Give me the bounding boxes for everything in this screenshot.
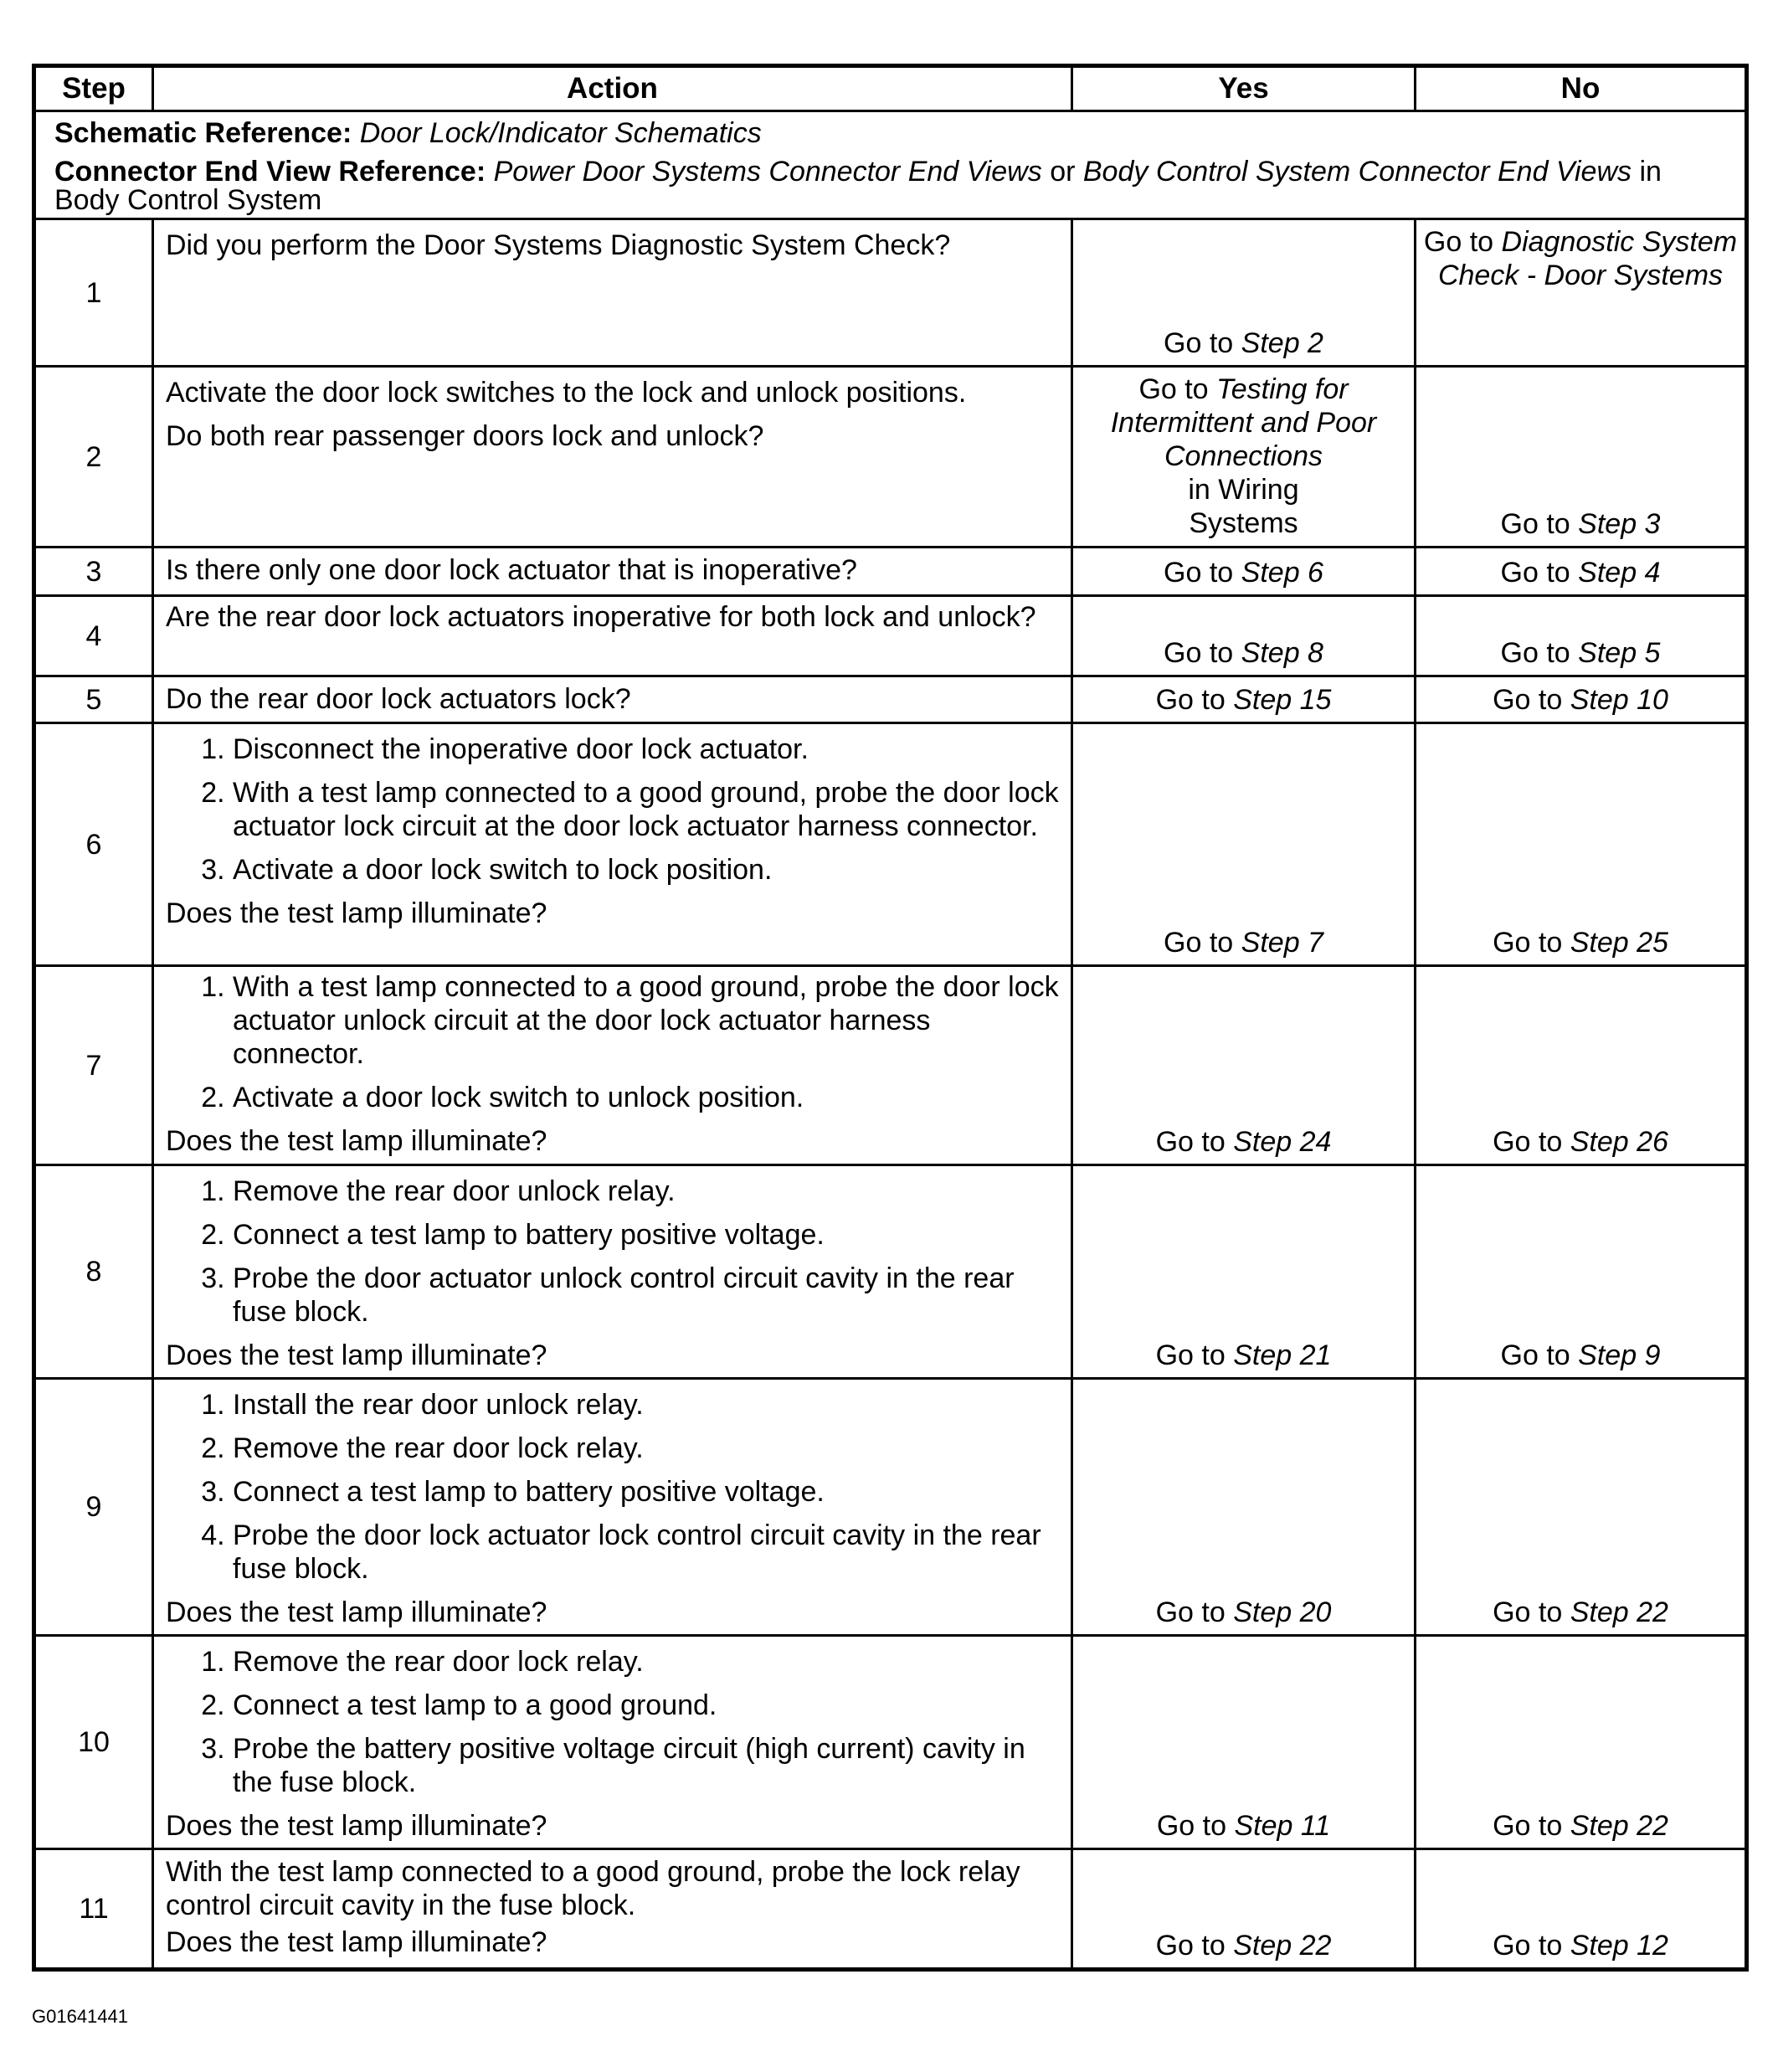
goto-text: Go to	[1156, 1810, 1227, 1842]
header-step: Step	[34, 66, 153, 111]
yes-suffix: in Wiring	[1188, 474, 1299, 506]
yes-cell	[1072, 966, 1416, 1165]
goto-text: Go to	[1493, 1930, 1563, 1961]
header-no: No	[1416, 66, 1747, 111]
yes-link[interactable]: Testing for Intermittent and Poor Connections	[1110, 373, 1377, 472]
header-action: Action	[153, 66, 1072, 111]
yes-link[interactable]: Step 6	[1241, 557, 1323, 589]
step-number: 4	[34, 596, 153, 676]
diagnostic-table	[32, 64, 1749, 1972]
goto-text: Go to	[1155, 1339, 1226, 1371]
goto-text: Go to	[1164, 927, 1234, 959]
yes-cell	[1072, 367, 1416, 548]
no-cell	[1416, 1849, 1747, 1970]
no-link[interactable]: Step 5	[1578, 637, 1661, 669]
no-link[interactable]: Step 3	[1578, 508, 1661, 540]
connector-reference-in: in Body Control System	[54, 156, 1662, 216]
yes-cell	[1072, 1636, 1416, 1849]
yes-link[interactable]: Step 22	[1233, 1930, 1332, 1961]
action-question: Does the test lamp illuminate?	[166, 1596, 547, 1628]
step-action	[153, 1379, 1072, 1636]
table-row	[34, 596, 1747, 676]
connector-reference-value-1: Power Door Systems Connector End Views	[493, 156, 1042, 188]
action-question: Does the test lamp illuminate?	[166, 1339, 547, 1371]
no-link[interactable]: Step 26	[1570, 1126, 1668, 1158]
yes-link[interactable]: Step 2	[1241, 327, 1323, 359]
list-item: 1. Remove the rear door lock relay.	[233, 1645, 1059, 1679]
step-action	[153, 1165, 1072, 1379]
goto-text: Go to	[1500, 508, 1570, 540]
no-cell	[1416, 966, 1747, 1165]
no-cell	[1416, 219, 1747, 367]
no-link[interactable]: Step 9	[1578, 1339, 1661, 1371]
action-question: Does the test lamp illuminate?	[166, 1926, 547, 1958]
yes-link[interactable]: Step 21	[1233, 1339, 1332, 1371]
schematic-reference	[54, 119, 1726, 147]
goto-text: Go to	[1155, 1126, 1226, 1158]
goto-text: Go to	[1500, 637, 1570, 669]
list-item: 3. Probe the door actuator unlock control circuit cavity in the rear fuse block.	[233, 1262, 1059, 1329]
no-link[interactable]: Step 22	[1570, 1810, 1668, 1842]
goto-text: Go to	[1164, 327, 1234, 359]
action-question: Do both rear passenger doors lock and unlock?	[166, 420, 764, 452]
list-item: 1. Install the rear door unlock relay.	[233, 1388, 1059, 1422]
list-item: 3. Connect a test lamp to battery positive voltage.	[233, 1475, 1059, 1509]
step-action	[153, 966, 1072, 1165]
list-item: 2. With a test lamp connected to a good ground, probe the door lock actuator lock circuit at the door lock actuator harness connector.	[233, 776, 1059, 843]
list-item: 2. Connect a test lamp to battery positive voltage.	[233, 1218, 1059, 1252]
diagnostic-table-container	[32, 64, 1745, 1972]
step-number: 5	[34, 676, 153, 723]
goto-text: Go to	[1155, 684, 1226, 716]
no-cell	[1416, 596, 1747, 676]
yes-link[interactable]: Step 15	[1233, 684, 1332, 716]
yes-cell	[1072, 596, 1416, 676]
step-number: 2	[34, 367, 153, 548]
connector-reference	[54, 157, 1726, 214]
step-number: 6	[34, 723, 153, 966]
yes-link[interactable]: Step 11	[1234, 1810, 1331, 1842]
no-cell	[1416, 1165, 1747, 1379]
yes-cell	[1072, 548, 1416, 596]
list-item: 1. With a test lamp connected to a good ground, probe the door lock actuator unlock circuit at the door lock actuator harness connector.	[233, 970, 1059, 1071]
yes-cell	[1072, 219, 1416, 367]
goto-text: Go to	[1500, 1339, 1570, 1371]
yes-cell	[1072, 1165, 1416, 1379]
no-cell	[1416, 548, 1747, 596]
action-question: Does the test lamp illuminate?	[166, 1125, 547, 1157]
yes-link[interactable]: Step 7	[1241, 927, 1323, 959]
action-steps	[166, 1175, 1059, 1329]
table-row	[34, 966, 1747, 1165]
table-row	[34, 1849, 1747, 1970]
list-item: 4. Probe the door lock actuator lock control circuit cavity in the rear fuse block.	[233, 1519, 1059, 1586]
step-number: 8	[34, 1165, 153, 1379]
goto-text: Go to	[1423, 226, 1494, 258]
goto-text: Go to	[1164, 637, 1234, 669]
no-link[interactable]: Step 22	[1570, 1596, 1668, 1628]
table-row	[34, 219, 1747, 367]
goto-text: Go to	[1493, 1810, 1563, 1842]
goto-text: Go to	[1493, 684, 1563, 716]
yes-link[interactable]: Step 8	[1241, 637, 1323, 669]
step-number: 7	[34, 966, 153, 1165]
list-item: 1. Remove the rear door unlock relay.	[233, 1175, 1059, 1208]
yes-cell	[1072, 723, 1416, 966]
connector-reference-or: or	[1050, 156, 1076, 188]
schematic-reference-value: Door Lock/Indicator Schematics	[359, 117, 762, 149]
goto-text: Go to	[1500, 557, 1570, 589]
step-action	[153, 219, 1072, 367]
connector-reference-label: Connector End View Reference:	[54, 156, 486, 188]
step-action	[153, 1636, 1072, 1849]
step-number: 9	[34, 1379, 153, 1636]
no-link[interactable]: Step 25	[1570, 927, 1668, 959]
goto-text: Go to	[1138, 373, 1209, 405]
no-cell	[1416, 1379, 1747, 1636]
reference-cell	[34, 111, 1747, 219]
table-row	[34, 676, 1747, 723]
no-link[interactable]: Step 4	[1578, 557, 1661, 589]
table-row	[34, 548, 1747, 596]
action-question: Does the test lamp illuminate?	[166, 1810, 547, 1842]
list-item: 2. Connect a test lamp to a good ground.	[233, 1689, 1059, 1722]
yes-link[interactable]: Step 24	[1233, 1126, 1332, 1158]
step-action	[153, 676, 1072, 723]
goto-text: Go to	[1493, 927, 1563, 959]
table-row	[34, 1379, 1747, 1636]
no-cell	[1416, 676, 1747, 723]
action-text: Activate the door lock switches to the lock and unlock positions.	[166, 377, 967, 409]
action-steps	[166, 1645, 1059, 1799]
no-link[interactable]: Step 12	[1570, 1930, 1668, 1961]
figure-code: G01641441	[32, 2006, 128, 2027]
action-steps	[166, 733, 1059, 887]
step-number: 11	[34, 1849, 153, 1970]
yes-cell	[1072, 1379, 1416, 1636]
connector-reference-value-2: Body Control System Connector End Views	[1082, 156, 1632, 188]
action-text: Do the rear door lock actuators lock?	[166, 683, 631, 715]
table-row	[34, 367, 1747, 548]
action-question: Does the test lamp illuminate?	[166, 897, 547, 929]
action-text: With the test lamp connected to a good ground, probe the lock relay control circuit cavity in the fuse block.	[166, 1856, 1020, 1921]
action-text: Are the rear door lock actuators inoperative for both lock and unlock?	[166, 601, 1036, 633]
action-steps	[166, 1388, 1059, 1586]
list-item: 1. Disconnect the inoperative door lock actuator.	[233, 733, 1059, 766]
step-action	[153, 548, 1072, 596]
goto-text: Go to	[1155, 1596, 1226, 1628]
table-row	[34, 1165, 1747, 1379]
action-steps	[166, 970, 1059, 1114]
action-text: Did you perform the Door Systems Diagnostic System Check?	[166, 229, 951, 261]
goto-text: Go to	[1155, 1930, 1226, 1961]
yes-cell	[1072, 1849, 1416, 1970]
table-row	[34, 723, 1747, 966]
step-number: 1	[34, 219, 153, 367]
table-row	[34, 1636, 1747, 1849]
no-cell	[1416, 367, 1747, 548]
step-action	[153, 1849, 1072, 1970]
goto-text: Go to	[1164, 557, 1234, 589]
header-yes: Yes	[1072, 66, 1416, 111]
list-item: 2. Activate a door lock switch to unlock position.	[233, 1081, 1059, 1114]
no-cell	[1416, 1636, 1747, 1849]
no-link[interactable]: Step 10	[1570, 684, 1668, 716]
list-item: 3. Activate a door lock switch to lock position.	[233, 853, 1059, 887]
goto-text: Go to	[1493, 1126, 1563, 1158]
yes-link[interactable]: Step 20	[1233, 1596, 1332, 1628]
goto-text: Go to	[1493, 1596, 1563, 1628]
header-row	[34, 66, 1747, 111]
action-text: Is there only one door lock actuator that is inoperative?	[166, 554, 857, 586]
step-action	[153, 723, 1072, 966]
step-action	[153, 596, 1072, 676]
yes-suffix: Systems	[1189, 507, 1298, 539]
list-item: 2. Remove the rear door lock relay.	[233, 1432, 1059, 1465]
schematic-reference-label: Schematic Reference:	[54, 117, 352, 149]
step-number: 3	[34, 548, 153, 596]
no-cell	[1416, 723, 1747, 966]
yes-cell	[1072, 676, 1416, 723]
step-number: 10	[34, 1636, 153, 1849]
reference-row	[34, 111, 1747, 219]
list-item: 3. Probe the battery positive voltage circuit (high current) cavity in the fuse block.	[233, 1732, 1059, 1799]
step-action	[153, 367, 1072, 548]
no-link[interactable]: Diagnostic System Check - Door Systems	[1437, 226, 1738, 291]
